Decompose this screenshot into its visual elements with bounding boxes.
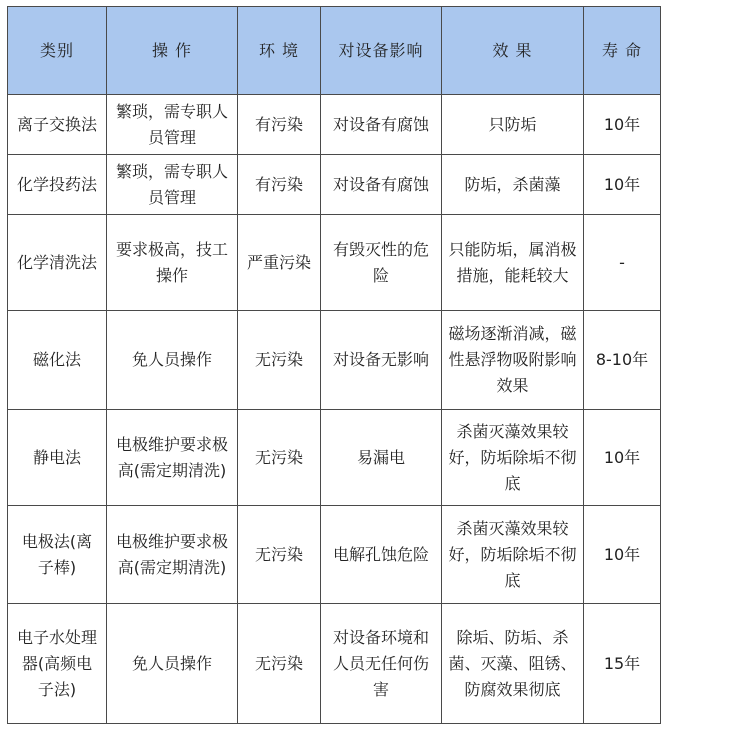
header-row [8, 7, 661, 95]
cell-effect: 除垢、防垢、杀菌、灭藻、阻锈、防腐效果彻底 [442, 604, 584, 724]
header-category: 类别 [8, 7, 107, 95]
cell-lifespan: 10年 [584, 155, 661, 215]
cell-operation: 电极维护要求极高(需定期清洗) [107, 410, 238, 506]
cell-environment: 有污染 [238, 155, 321, 215]
cell-effect: 杀菌灭藻效果较好，防垢除垢不彻底 [442, 506, 584, 604]
header-effect: 效 果 [442, 7, 584, 95]
cell-operation: 繁琐，需专职人员管理 [107, 95, 238, 155]
cell-effect: 只防垢 [442, 95, 584, 155]
comparison-table-container [7, 6, 661, 724]
table-row [8, 604, 661, 724]
cell-lifespan: 10年 [584, 410, 661, 506]
table-row [8, 410, 661, 506]
cell-category: 磁化法 [8, 311, 107, 410]
cell-equipment-impact: 对设备有腐蚀 [321, 95, 442, 155]
water-treatment-comparison-table [7, 6, 661, 724]
cell-operation: 繁琐，需专职人员管理 [107, 155, 238, 215]
cell-equipment-impact: 对设备环境和人员无任何伤害 [321, 604, 442, 724]
cell-equipment-impact: 对设备有腐蚀 [321, 155, 442, 215]
cell-lifespan: 10年 [584, 95, 661, 155]
cell-operation: 免人员操作 [107, 604, 238, 724]
cell-effect: 防垢，杀菌藻 [442, 155, 584, 215]
table-row [8, 155, 661, 215]
cell-effect: 只能防垢，属消极措施，能耗较大 [442, 215, 584, 311]
cell-equipment-impact: 有毁灭性的危险 [321, 215, 442, 311]
table-row [8, 95, 661, 155]
header-operation: 操 作 [107, 7, 238, 95]
cell-operation: 电极维护要求极高(需定期清洗) [107, 506, 238, 604]
cell-equipment-impact: 对设备无影响 [321, 311, 442, 410]
cell-lifespan: 8-10年 [584, 311, 661, 410]
cell-category: 化学投药法 [8, 155, 107, 215]
cell-environment: 无污染 [238, 604, 321, 724]
header-lifespan: 寿 命 [584, 7, 661, 95]
cell-effect: 磁场逐渐消减，磁性悬浮物吸附影响效果 [442, 311, 584, 410]
table-row [8, 215, 661, 311]
cell-equipment-impact: 电解孔蚀危险 [321, 506, 442, 604]
cell-category: 化学清洗法 [8, 215, 107, 311]
cell-environment: 严重污染 [238, 215, 321, 311]
header-environment: 环 境 [238, 7, 321, 95]
cell-category: 静电法 [8, 410, 107, 506]
cell-category: 电子水处理器(高频电子法) [8, 604, 107, 724]
cell-lifespan: - [584, 215, 661, 311]
table-row [8, 506, 661, 604]
cell-environment: 无污染 [238, 506, 321, 604]
cell-operation: 要求极高，技工操作 [107, 215, 238, 311]
cell-operation: 免人员操作 [107, 311, 238, 410]
cell-effect: 杀菌灭藻效果较好，防垢除垢不彻底 [442, 410, 584, 506]
cell-environment: 无污染 [238, 311, 321, 410]
cell-environment: 无污染 [238, 410, 321, 506]
cell-category: 电极法(离子棒) [8, 506, 107, 604]
cell-environment: 有污染 [238, 95, 321, 155]
header-equipment-impact: 对设备影响 [321, 7, 442, 95]
cell-lifespan: 10年 [584, 506, 661, 604]
table-row [8, 311, 661, 410]
cell-lifespan: 15年 [584, 604, 661, 724]
cell-equipment-impact: 易漏电 [321, 410, 442, 506]
cell-category: 离子交换法 [8, 95, 107, 155]
